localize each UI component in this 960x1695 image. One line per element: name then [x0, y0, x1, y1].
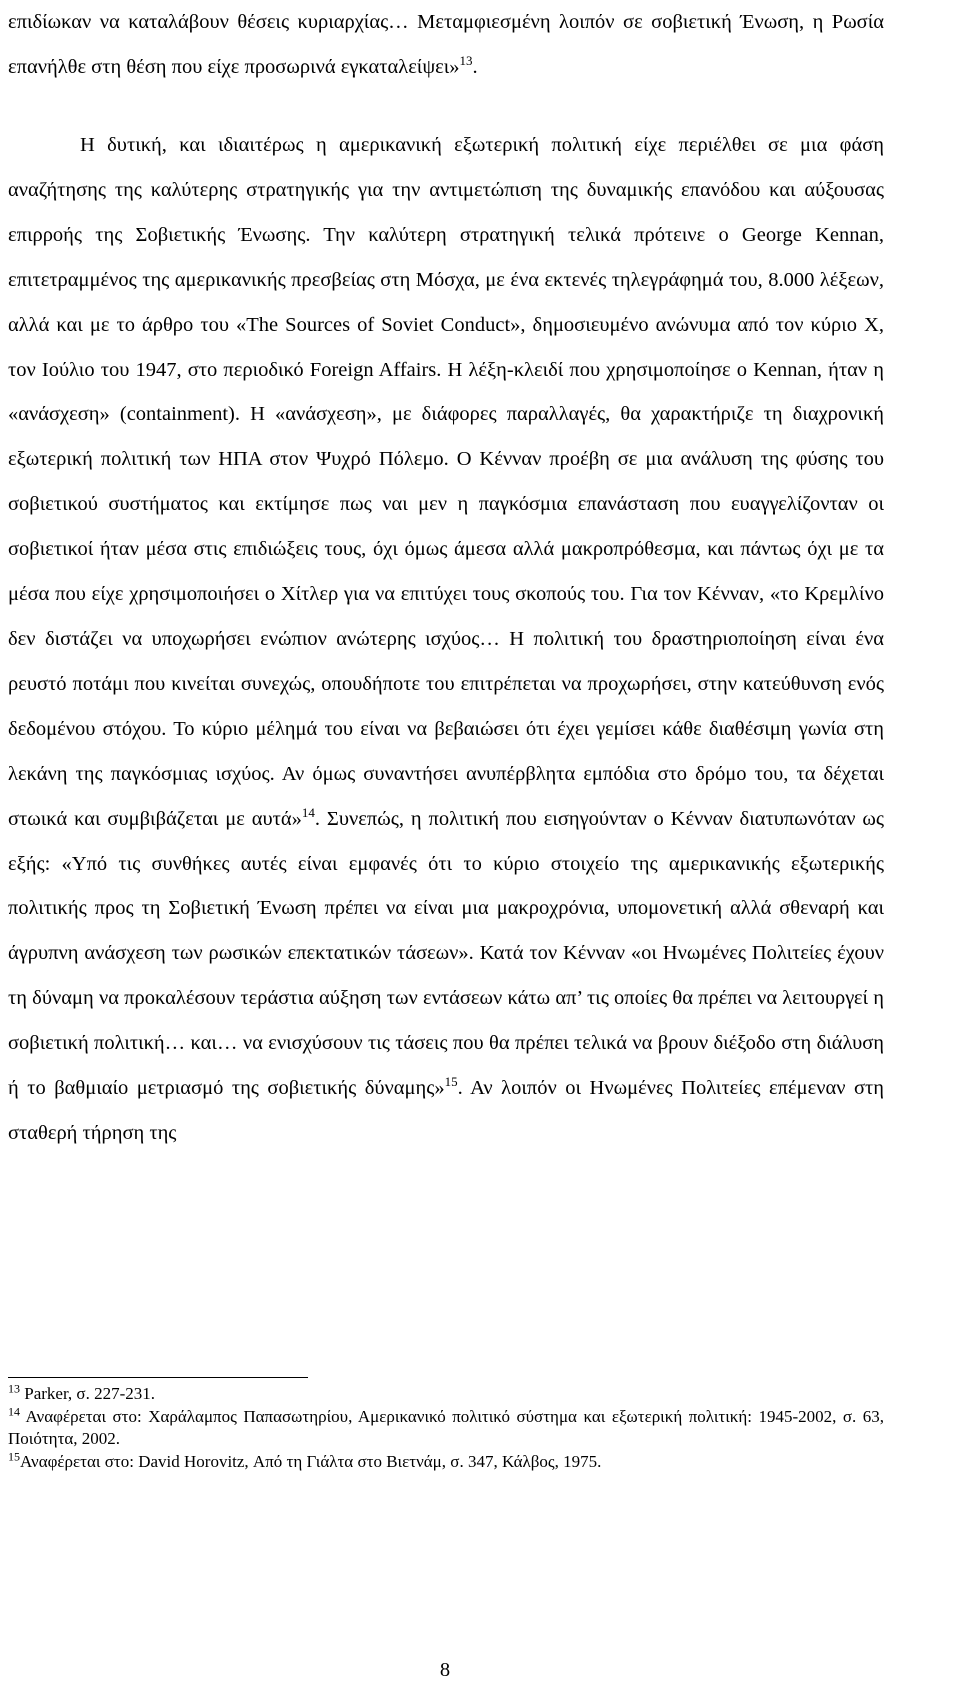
paragraph-main-part1: Η δυτική, και ιδιαιτέρως η αμερικανική εξωτερική πολιτική είχε περιέλθει σε μια φάση αναζήτησης της καλύτερης στρατηγικής για την αντιμετώπιση της δυναμικής επανόδου και αύξουσας επιρροής της Σοβιετικής Ένωσης. Την καλύτερη στρατηγική τελικά πρότεινε ο George Kennan, επιτετραμμένος της αμερικανικής πρεσβείας στη Μόσχα, με ένα εκτενές τηλεγράφημά του, 8.000 λέξεων, αλλά και με το άρθρο του «The Sources of Soviet Conduct», δημοσιευμένο ανώνυμα από τον κύριο Χ, τον Ιούλιο του 1947, στο περιοδικό Foreign Affairs. Η λέξη-κλειδί που χρησιμοποίησε ο Kennan, ήταν η «ανάσχεση» (containment). Η «ανάσχεση», με διάφορες παραλλαγές, θα χαρακτήριζε τη διαχρονική εξωτερική πολιτική των ΗΠΑ στον Ψυχρό Πόλεμο. Ο Κένναν προέβη σε μια ανάλυση της φύσης του σοβιετικού συστήματος και εκτίμησε πως ναι μεν η παγκόσμια επανάσταση που ευαγγελίζονταν οι σοβιετικοί ήταν μέσα στις επιδιώξεις τους, όχι όμως άμεσα αλλά μακροπρόθεσμα, και πάντως όχι με τα μέσα που είχε χρησιμοποιήσει ο Χίτλερ για να επιτύχει τους σκοπούς του. Για τον Κένναν, «το Κρεμλίνο δεν διστάζει να υποχωρήσει ενώπιον ανώτερης ισχύος… Η πολιτική του δραστηριοποίηση είναι ένα ρευστό ποτάμι που κινείται συνεχώς, οπουδήποτε του επιτρέπεται να προχωρήσει, στην κατεύθυνση ενός δεδομένου στόχου. Το κύριο μέλημά του είναι να βεβαιώσει ότι έχει γεμίσει κάθε διαθέσιμη γωνία στη λεκάνη της παγκόσμιας ισχύος. Αν όμως συναντήσει ανυπέρβλητα εμπόδια στο δρόμο του, τα δέχεται στωικά και συμβιβάζεται με αυτά» [8, 134, 884, 830]
paragraph-intro-tail: . [472, 55, 478, 78]
footnote-ref-13[interactable]: 13 [459, 53, 473, 69]
paragraph-main-part3: . Αν λοιπόν οι Ηνωμένες Πολιτείες επέμεναν στη σταθερή τήρηση της [8, 1077, 884, 1144]
footnote-text: Αναφέρεται στο: Χαράλαμπος Παπασωτηρίου, Αμερικανικό πολιτικό σύστημα και εξωτερική πολιτική: 1945-2002, σ. 63, Ποιότητα, 2002. [8, 1406, 884, 1448]
footnote-number: 13 [8, 1381, 20, 1396]
footnote-13 [8, 1383, 884, 1406]
footnote-ref-15[interactable]: 15 [444, 1074, 458, 1090]
footnote-separator [8, 1377, 308, 1378]
footnote-text: Αναφέρεται στο: David Horovitz, Από τη Γιάλτα στο Βιετνάμ, σ. 347, Κάλβος, 1975. [20, 1451, 602, 1471]
footnote-number: 14 [8, 1403, 20, 1418]
footnote-14 [8, 1403, 884, 1451]
paragraph-main-part2: . Συνεπώς, η πολιτική που εισηγούνταν ο Κένναν διατυπωνόταν ως εξής: «Υπό τις συνθήκες αυτές είναι εμφανές ότι το κύριο στοιχείο της αμερικανικής εξωτερικής πολιτικής προς τη Σοβιετική Ένωση πρέπει να είναι μια μακροχρόνια, υπομονετική αλλά σθεναρή και άγρυπνη ανάσχεση των ρωσικών επεκτατικών τάσεων». Κατά τον Κένναν «οι Ηνωμένες Πολιτείες έχουν τη δύναμη να προκαλέσουν τεράστια αύξηση των εντάσεων κάτω απ’ τις οποίες θα πρέπει να λειτουργεί η σοβιετική πολιτική… και… να ενισχύσουν τις τάσεις που θα πρέπει τελικά να βρουν διέξοδο στη διάλυση ή το βαθμιαίο μετριασμό της σοβιετικής δύναμης» [8, 807, 884, 1100]
footnote-number: 15 [8, 1448, 20, 1463]
paragraph-intro-text: επιδίωκαν να καταλάβουν θέσεις κυριαρχίας… Μεταμφιεσμένη λοιπόν σε σοβιετική Ένωση, η Ρωσία επανήλθε στη θέση που είχε προσωρινά εγκαταλείψει» [8, 11, 884, 78]
footnotes [8, 1383, 884, 1473]
footnote-15 [8, 1448, 884, 1474]
paragraph-intro [8, 0, 884, 90]
page-number: 8 [439, 1659, 451, 1681]
footnote-text: Parker, σ. 227-231. [20, 1384, 156, 1403]
footnote-ref-14[interactable]: 14 [301, 804, 315, 820]
paragraph-main [8, 123, 884, 1156]
